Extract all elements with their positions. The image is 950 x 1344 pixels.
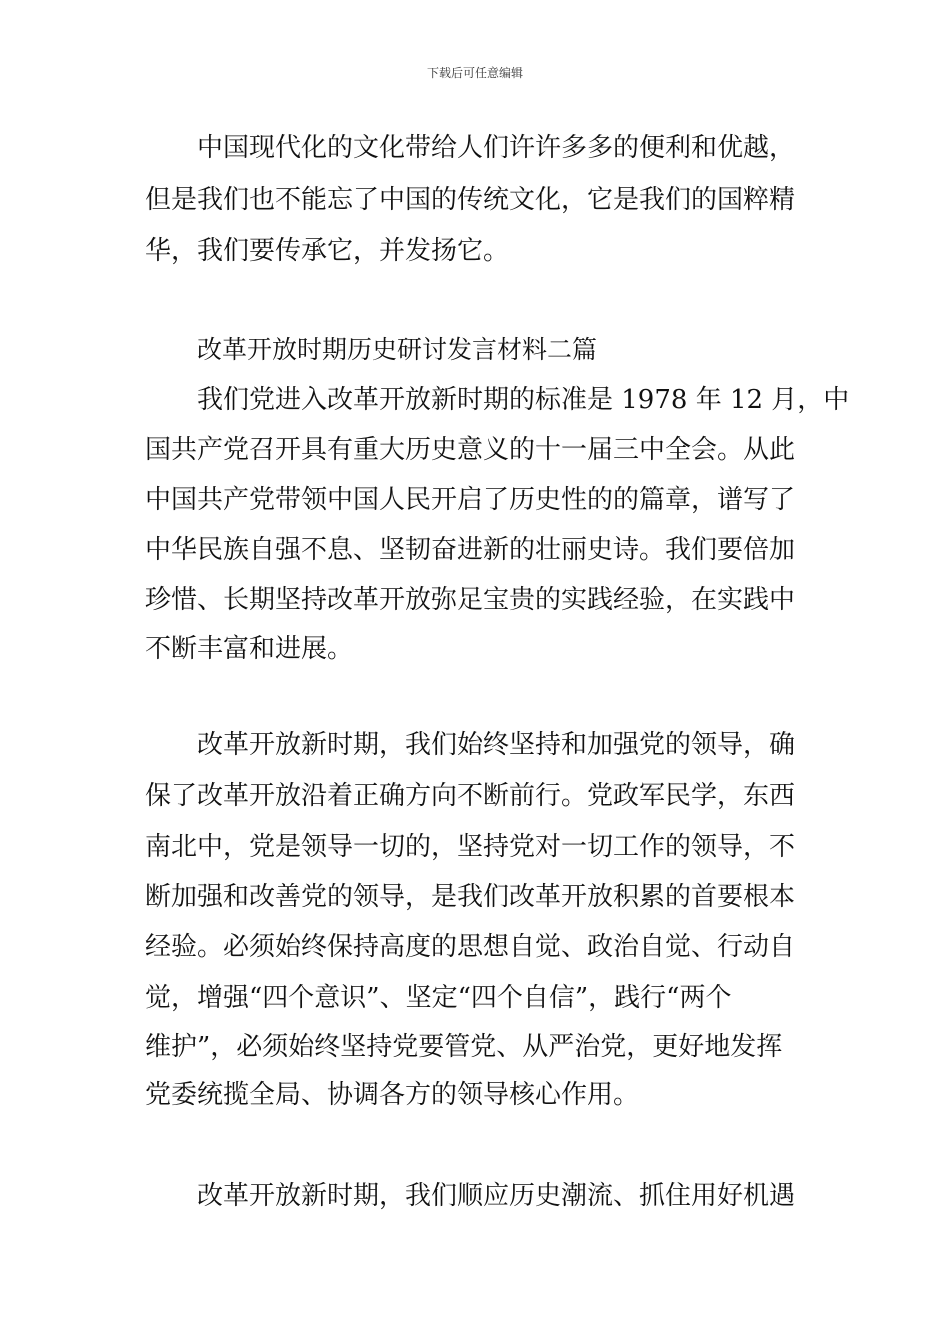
intro-line-2: 但是我们也不能忘了中国的传统文化，它是我们的国粹精: [145, 185, 796, 215]
paragraph1-line-6: 不断丰富和进展。: [145, 634, 354, 664]
paragraph1-line-4: 中华民族自强不息、坚韧奋进新的壮丽史诗。我们要倍加: [145, 535, 796, 565]
intro-line-1: 中国现代化的文化带给人们许许多多的便利和优越，: [197, 133, 796, 163]
paragraph2-line-3: 南北中，党是领导一切的，坚持党对一切工作的领导，不: [145, 832, 796, 862]
paragraph2-line-2: 保了改革开放沿着正确方向不断前行。党政军民学，东西: [145, 781, 796, 811]
paragraph2-line-8: 党委统揽全局、协调各方的领导核心作用。: [145, 1080, 640, 1110]
paragraph1-line-1: 我们党进入改革开放新时期的标准是 1978 年 12 月，中: [197, 385, 850, 415]
article-title: 改革开放时期历史研讨发言材料二篇: [197, 335, 598, 364]
intro-line-3: 华，我们要传承它，并发扬它。: [145, 236, 510, 266]
paragraph2-line-7: 维护”，必须始终坚持党要管党、从严治党，更好地发挥: [145, 1032, 783, 1062]
paragraph1-line-5: 珍惜、长期坚持改革开放弥足宝贵的实践经验，在实践中: [145, 585, 796, 615]
paragraph1-line-2: 国共产党召开具有重大历史意义的十一届三中全会。从此: [145, 435, 796, 465]
page-header: 下载后可任意编辑: [426, 66, 523, 80]
paragraph2-line-1: 改革开放新时期，我们始终坚持和加强党的领导，确: [197, 730, 796, 760]
paragraph2-line-5: 经验。必须始终保持高度的思想自觉、政治自觉、行动自: [145, 932, 796, 962]
paragraph2-line-4: 断加强和改善党的领导，是我们改革开放积累的首要根本: [145, 882, 796, 912]
paragraph1-line-3: 中国共产党带领中国人民开启了历史性的的篇章，谱写了: [145, 485, 796, 515]
paragraph2-line-6: 觉，增强“四个意识”、坚定“四个自信”，践行“两个: [145, 983, 732, 1013]
paragraph3-line-1: 改革开放新时期，我们顺应历史潮流、抓住用好机遇: [197, 1181, 796, 1211]
